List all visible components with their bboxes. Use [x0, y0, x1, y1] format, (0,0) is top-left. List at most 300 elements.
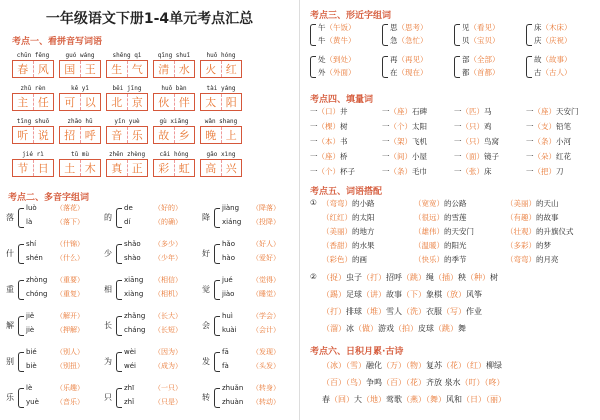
similar-answer: （古人） [541, 68, 572, 77]
text: 风和 [446, 395, 462, 404]
char: 水 [175, 61, 195, 77]
text: 风筝 [466, 290, 482, 299]
text: 一 [526, 152, 534, 161]
text: 的天安门 [444, 227, 474, 236]
tian-box [12, 159, 54, 177]
poly-char: 长 [104, 321, 112, 330]
pinyin-text: huǒ bàn [161, 85, 187, 92]
answer: （条） [533, 137, 556, 146]
answer: （打） [322, 307, 346, 316]
section-1-title: 考点一、看拼音写词语 [12, 37, 103, 47]
char: 红 [222, 61, 242, 77]
text: 冰 [346, 324, 354, 333]
similar-answer: （黄牛） [325, 36, 356, 45]
text: 一 [382, 167, 390, 176]
text: 的故事 [536, 213, 559, 222]
answer: （温暖） [414, 241, 444, 250]
section-2-title: 考点二、多音字组词 [8, 193, 90, 203]
answer: （朵） [533, 152, 556, 161]
poly-char: 转 [202, 393, 210, 402]
similar-char: 古 [534, 68, 542, 77]
answer: （匹） [461, 107, 484, 116]
tian-box [200, 60, 242, 78]
poly-answer: （发现） [252, 348, 280, 356]
verb-match-row [322, 272, 498, 283]
text: 的水果 [352, 241, 375, 250]
answer: （插） [434, 273, 458, 282]
text: 齐放 泉水 [426, 378, 461, 387]
tian-box [106, 93, 148, 111]
text: 一 [526, 137, 534, 146]
char: 生 [107, 61, 128, 77]
pinyin-row [12, 151, 242, 177]
similar-answer: （思考） [397, 23, 428, 32]
measure-item [310, 166, 355, 177]
tian-box [200, 93, 242, 111]
text: 鸟窝 [484, 137, 499, 146]
similar-pair [318, 35, 356, 46]
poly-pinyin: zhǐ [124, 398, 135, 406]
text: 绳 [426, 273, 434, 282]
similar-char: 都 [462, 68, 470, 77]
pinyin-text: zhāo hū [67, 118, 93, 125]
bracket [214, 244, 220, 264]
poly-answer: （落下） [56, 218, 84, 226]
poly-char: 什 [6, 249, 14, 258]
text: 一 [382, 137, 390, 146]
match-item [322, 212, 375, 223]
similar-char: 见 [462, 23, 470, 32]
answer: （跳） [402, 273, 426, 282]
poly-pinyin: shén [26, 254, 43, 262]
bracket [18, 388, 24, 408]
similar-char: 牛 [318, 36, 326, 45]
answer: （拍） [394, 324, 418, 333]
answer: （口） [317, 107, 340, 116]
poly-char: 别 [6, 357, 14, 366]
text: 雪人 [386, 307, 402, 316]
text: 争鸣 [366, 378, 382, 387]
pinyin-text: kě yǐ [70, 85, 90, 92]
text: 红花 [556, 152, 571, 161]
answer: （把） [533, 167, 556, 176]
answer: （棵） [317, 122, 340, 131]
similar-pair [318, 22, 356, 33]
pinyin-cell [153, 118, 195, 144]
poly-pinyin: kuài [222, 326, 237, 334]
pinyin-cell [153, 52, 195, 78]
text: 一 [382, 152, 390, 161]
poly-answer: （转身） [252, 384, 280, 392]
char: 清 [154, 61, 175, 77]
poly-pinyin: luò [26, 204, 37, 212]
poly-pinyin: zhuǎn [222, 384, 244, 392]
tian-box [59, 93, 101, 111]
measure-item [382, 136, 427, 147]
poly-pinyin: fā [222, 348, 229, 356]
answer: （打） [362, 273, 386, 282]
answer: （香甜） [322, 241, 352, 250]
answer: （雪） [346, 361, 366, 370]
text: 杯子 [340, 167, 355, 176]
answer: （舞） [426, 395, 446, 404]
text: 的阳光 [444, 241, 467, 250]
text: 舞 [458, 324, 466, 333]
poly-answer: （一只） [154, 384, 182, 392]
measure-item [454, 106, 492, 117]
measure-item [382, 121, 427, 132]
pinyin-text: zhǔ rèn [20, 85, 46, 92]
poly-answer: （少年） [154, 254, 182, 262]
poly-char: 乐 [6, 393, 14, 402]
right-page [300, 0, 600, 420]
poly-pinyin: zhuàn [222, 398, 244, 406]
pinyin-text: cǎi hóng [159, 151, 189, 158]
bracket [18, 280, 24, 300]
bracket [214, 352, 220, 372]
answer: （美丽） [506, 199, 536, 208]
answer: （快乐） [414, 255, 444, 264]
poly-pinyin: de [124, 204, 133, 212]
text: 一 [454, 167, 462, 176]
char: 说 [34, 127, 54, 143]
text: 一 [526, 167, 534, 176]
similar-answer: （急忙） [397, 36, 428, 45]
answer: （花） [406, 378, 426, 387]
poly-answer: （押解） [56, 326, 84, 334]
bracket [454, 24, 460, 46]
similar-answer: （现在） [397, 68, 428, 77]
tian-box [12, 126, 54, 144]
text: 的画 [352, 255, 367, 264]
answer: （做） [354, 324, 378, 333]
bracket [214, 388, 220, 408]
char: 阳 [222, 94, 242, 110]
text: 衣服 [426, 307, 442, 316]
poly-char: 会 [202, 321, 210, 330]
char: 日 [34, 160, 54, 176]
poly-answer: （降落） [252, 204, 280, 212]
pinyin-cell [200, 52, 242, 78]
text: 一 [310, 122, 318, 131]
match-item [506, 226, 574, 237]
text: 的月亮 [536, 255, 559, 264]
pinyin-cell [59, 85, 101, 111]
pinyin-cell [153, 151, 195, 177]
item-number-2: ② [310, 272, 317, 281]
pinyin-cell [12, 85, 54, 111]
similar-pair [534, 22, 572, 33]
similar-char: 床 [534, 23, 542, 32]
answer: （只） [461, 137, 484, 146]
pinyin-cell [106, 118, 148, 144]
text: 的雪莲 [444, 213, 467, 222]
section-5-title: 考点五、词语搭配 [310, 187, 383, 197]
pinyin-cell [200, 151, 242, 177]
match-item [322, 198, 375, 209]
char: 兴 [222, 160, 242, 176]
similar-char: 思 [390, 23, 398, 32]
bracket [214, 280, 220, 300]
text: 小河 [556, 137, 571, 146]
tian-box [153, 60, 195, 78]
answer: （咚） [484, 378, 505, 387]
poly-answer: （什么） [56, 254, 84, 262]
text: 桥 [340, 152, 348, 161]
answer: （溜） [322, 324, 346, 333]
bracket [214, 208, 220, 228]
poly-pinyin: hǎo [222, 240, 236, 248]
measure-item [310, 121, 348, 132]
pinyin-text: tài yáng [206, 85, 236, 92]
bracket [116, 388, 122, 408]
match-item [414, 240, 467, 251]
poly-pinyin: lè [26, 384, 33, 392]
answer: （百） [322, 378, 346, 387]
section-3-title: 考点三、形近字组词 [310, 11, 392, 21]
bracket [214, 316, 220, 336]
pinyin-text: shēng qì [112, 52, 142, 59]
answer: （面） [461, 152, 484, 161]
poly-answer: （落花） [56, 204, 84, 212]
similar-char: 庆 [534, 36, 542, 45]
text: 的季节 [444, 255, 467, 264]
poly-pinyin: jiào [222, 290, 235, 298]
pinyin-text: gāo xìng [206, 151, 236, 158]
poly-answer: （相机） [154, 290, 182, 298]
text: 的公路 [444, 199, 467, 208]
similar-answer: （看见） [469, 23, 500, 32]
similar-pair [462, 35, 500, 46]
pinyin-cell [12, 118, 54, 144]
bracket [18, 208, 24, 228]
tian-box [59, 126, 101, 144]
poly-char: 少 [104, 249, 112, 258]
answer: （间） [389, 152, 412, 161]
text: 虫子 [346, 273, 362, 282]
answer: （写） [442, 307, 466, 316]
tian-box [153, 126, 195, 144]
measure-item [382, 151, 427, 162]
answer: （彩色） [322, 255, 352, 264]
answer: （冰） [322, 361, 346, 370]
text: 一 [526, 122, 534, 131]
poly-pinyin: fà [222, 362, 229, 370]
text: 小屋 [412, 152, 427, 161]
text: 融化 [366, 361, 382, 370]
bracket [18, 352, 24, 372]
tian-box [106, 126, 148, 144]
char: 土 [60, 160, 81, 176]
poly-char: 的 [104, 213, 112, 222]
tian-box [200, 159, 242, 177]
text: 飞机 [412, 137, 427, 146]
similar-pair [390, 67, 428, 78]
answer: （跳） [434, 324, 458, 333]
answer: （弯弯） [322, 199, 352, 208]
similar-answer: （宝贝） [469, 36, 500, 45]
text: 柳绿 [486, 361, 502, 370]
tian-box [153, 93, 195, 111]
poly-answer: （头发） [252, 362, 280, 370]
poly-answer: （别人） [56, 348, 84, 356]
tian-box [153, 159, 195, 177]
match-item [414, 226, 474, 237]
text: 井 [340, 107, 348, 116]
text: 一 [526, 107, 534, 116]
poly-pinyin: chóng [26, 290, 48, 298]
measure-item [526, 121, 571, 132]
similar-answer: （到处） [325, 55, 356, 64]
answer: （花） [442, 361, 466, 370]
poly-pinyin: jiè [26, 326, 35, 334]
char: 招 [60, 127, 81, 143]
answer: （回） [330, 395, 354, 404]
pinyin-cell [106, 151, 148, 177]
poly-pinyin: wéi [124, 362, 136, 370]
similar-char: 再 [390, 55, 398, 64]
similar-char: 处 [318, 55, 326, 64]
pinyin-text: běi jīng [112, 85, 142, 92]
text: 的梦 [536, 241, 551, 250]
poly-answer: （爱好） [252, 254, 280, 262]
idiom-row [322, 377, 505, 388]
char: 气 [128, 61, 148, 77]
text: 游戏 [378, 324, 394, 333]
poly-char: 解 [6, 321, 14, 330]
char: 音 [107, 127, 128, 143]
poly-pinyin: zhòng [26, 276, 48, 284]
idiom-row [322, 360, 502, 371]
measure-item [382, 106, 427, 117]
text: 招呼 [386, 273, 402, 282]
poly-char: 好 [202, 249, 210, 258]
answer: （雄伟） [414, 227, 444, 236]
char: 故 [154, 127, 175, 143]
char: 任 [34, 94, 54, 110]
pinyin-cell [59, 52, 101, 78]
text: 树 [490, 273, 498, 282]
answer: （只） [461, 122, 484, 131]
text: 一 [454, 137, 462, 146]
tian-box [12, 93, 54, 111]
pinyin-text: yīn yuè [114, 118, 140, 125]
bracket [116, 280, 122, 300]
similar-answer: （庆祝） [541, 36, 572, 45]
similar-pair [318, 67, 356, 78]
poly-char: 落 [6, 213, 14, 222]
char: 王 [81, 61, 101, 77]
similar-answer: （首都） [469, 68, 500, 77]
char: 乐 [128, 127, 148, 143]
match-item [322, 240, 375, 251]
text: 毛巾 [412, 167, 427, 176]
char: 伴 [175, 94, 195, 110]
text: 刀 [556, 167, 564, 176]
poly-answer: （只是） [154, 398, 182, 406]
poly-pinyin: shǎo [124, 240, 141, 248]
answer: （座） [389, 107, 412, 116]
answer: （捉） [322, 273, 346, 282]
measure-item [454, 151, 499, 162]
pinyin-row [12, 118, 242, 144]
poly-char: 相 [104, 285, 112, 294]
poly-answer: （重要） [56, 276, 84, 284]
char: 风 [34, 61, 54, 77]
text: 的地方 [352, 227, 375, 236]
poly-pinyin: jiàng [222, 204, 240, 212]
bracket [18, 244, 24, 264]
poly-answer: （别扭） [56, 362, 84, 370]
text: 马 [484, 107, 492, 116]
poly-pinyin: shào [124, 254, 141, 262]
answer: （很远） [414, 213, 444, 222]
pinyin-text: jié rì [22, 151, 44, 158]
answer: （本） [317, 137, 340, 146]
poly-answer: （投降） [252, 218, 280, 226]
char: 木 [81, 160, 101, 176]
answer: （洗） [402, 307, 426, 316]
text: 皮球 [418, 324, 434, 333]
text: 一 [382, 122, 390, 131]
measure-item [382, 166, 427, 177]
match-item [506, 212, 559, 223]
answer: （弯弯） [506, 255, 536, 264]
tian-box [59, 159, 101, 177]
measure-item [526, 136, 571, 147]
match-item [506, 198, 559, 209]
char: 上 [222, 127, 242, 143]
answer: （个） [389, 122, 412, 131]
similar-char: 在 [390, 68, 398, 77]
pinyin-cell [59, 118, 101, 144]
poly-pinyin: xiàng [124, 290, 144, 298]
text: 一 [310, 137, 318, 146]
pinyin-text: tǔ mù [70, 151, 90, 158]
answer: （个） [317, 167, 340, 176]
answer: （座） [317, 152, 340, 161]
text: 复苏 [426, 361, 442, 370]
poly-answer: （的确） [154, 218, 182, 226]
section-4-title: 考点四、填量词 [310, 95, 374, 105]
text: 天安门 [556, 107, 579, 116]
answer: （鸟） [346, 378, 366, 387]
poly-pinyin: yuè [26, 398, 39, 406]
tian-box [106, 60, 148, 78]
text: 石碑 [412, 107, 427, 116]
bracket [526, 24, 532, 46]
poly-answer: （转动） [252, 398, 280, 406]
char: 正 [128, 160, 148, 176]
poly-char: 觉 [202, 285, 210, 294]
text: 鸡 [484, 122, 492, 131]
similar-pair [390, 54, 428, 65]
char: 火 [201, 61, 222, 77]
similar-char: 贝 [462, 36, 470, 45]
answer: （丽） [486, 395, 506, 404]
poly-answer: （睡觉） [252, 290, 280, 298]
similar-pair [462, 22, 500, 33]
text: 镜子 [484, 152, 499, 161]
similar-char: 急 [390, 36, 398, 45]
answer: （堆） [362, 307, 386, 316]
answer: （架） [389, 137, 412, 146]
page-title: 一年级语文下册1-4单元考点汇总 [45, 11, 254, 27]
text: 床 [484, 167, 492, 176]
text: 的小路 [352, 199, 375, 208]
bracket [18, 316, 24, 336]
poly-pinyin: là [26, 218, 33, 226]
